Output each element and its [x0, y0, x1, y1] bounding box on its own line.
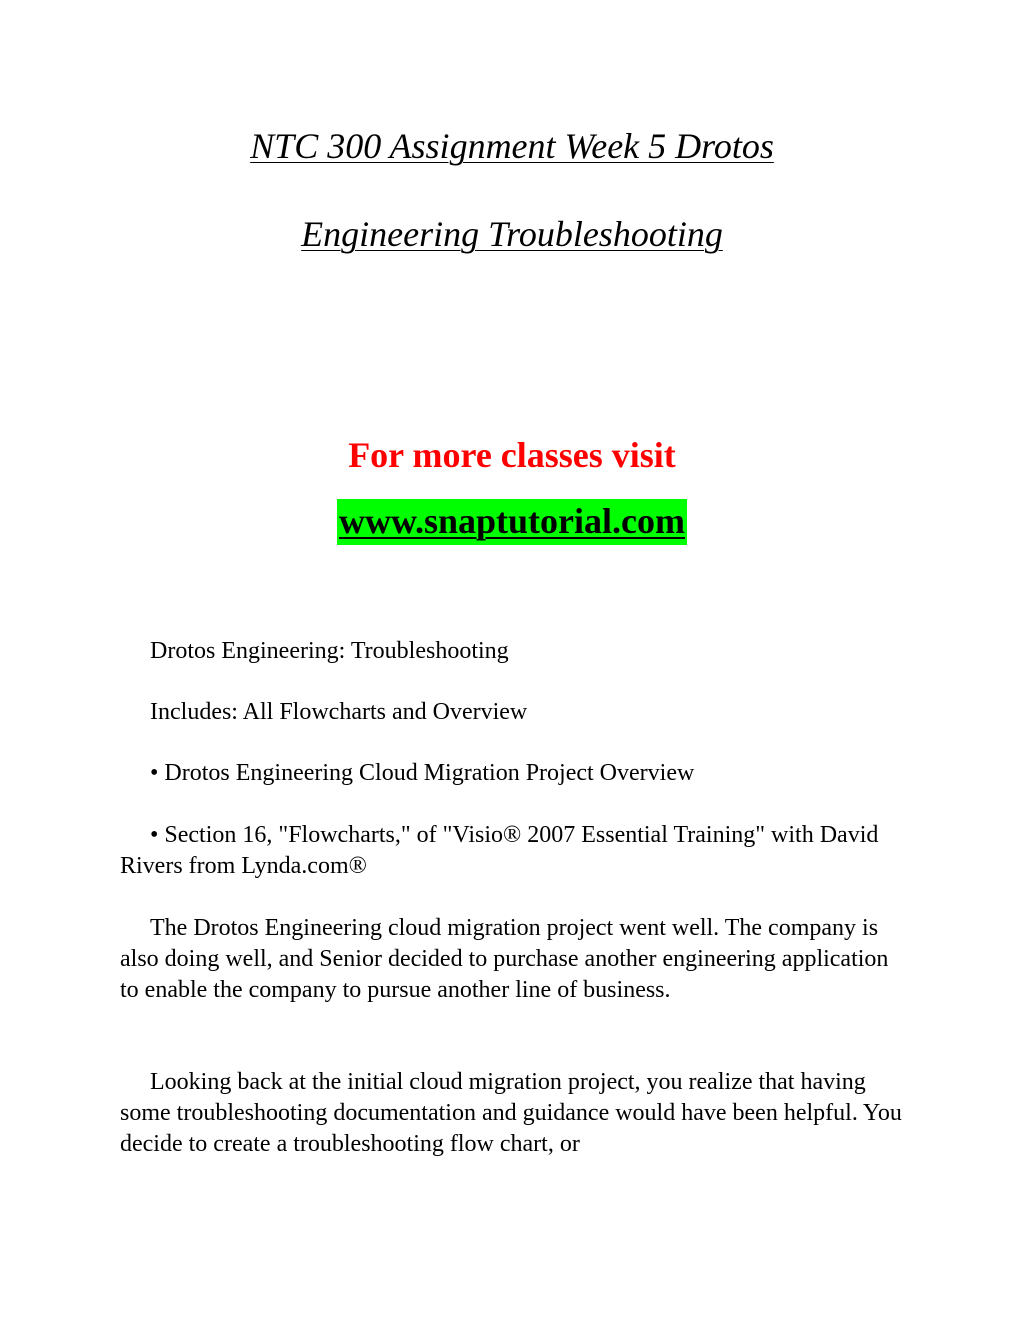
bullet-item-section [120, 820, 910, 882]
bullet-item-overview [120, 758, 910, 789]
document-subtitle: Engineering Troubleshooting [301, 214, 723, 254]
paragraph-heading [120, 636, 910, 667]
paragraph: Drotos Engineering: Troubleshooting [150, 638, 509, 664]
list-item: • Section 16, "Flowcharts," of "Visio® 2007 Essential Training" with David Rivers from Lynda.com® [120, 822, 879, 879]
paragraph: Includes: All Flowcharts and Overview [150, 699, 528, 725]
paragraph: Looking back at the initial cloud migration project, you realize that having some troubleshooting documentation and guidance would have been helpful. You decide to create a troubleshooting flow chart, or [120, 1069, 902, 1157]
paragraph-includes [120, 697, 910, 728]
paragraph: The Drotos Engineering cloud migration project went well. The company is also doing well, and Senior decided to purchase another engineering application to enable the company to pursue another line of business. [120, 915, 889, 1003]
promo-link[interactable]: www.snaptutorial.com [337, 499, 687, 545]
document-title: NTC 300 Assignment Week 5 Drotos [250, 126, 774, 166]
promo-text: For more classes visit [348, 435, 676, 475]
paragraph-looking-back [120, 1067, 910, 1160]
paragraph-project [120, 913, 910, 1006]
list-item: • Drotos Engineering Cloud Migration Project Overview [150, 760, 695, 786]
promo-link-container [0, 499, 1024, 545]
